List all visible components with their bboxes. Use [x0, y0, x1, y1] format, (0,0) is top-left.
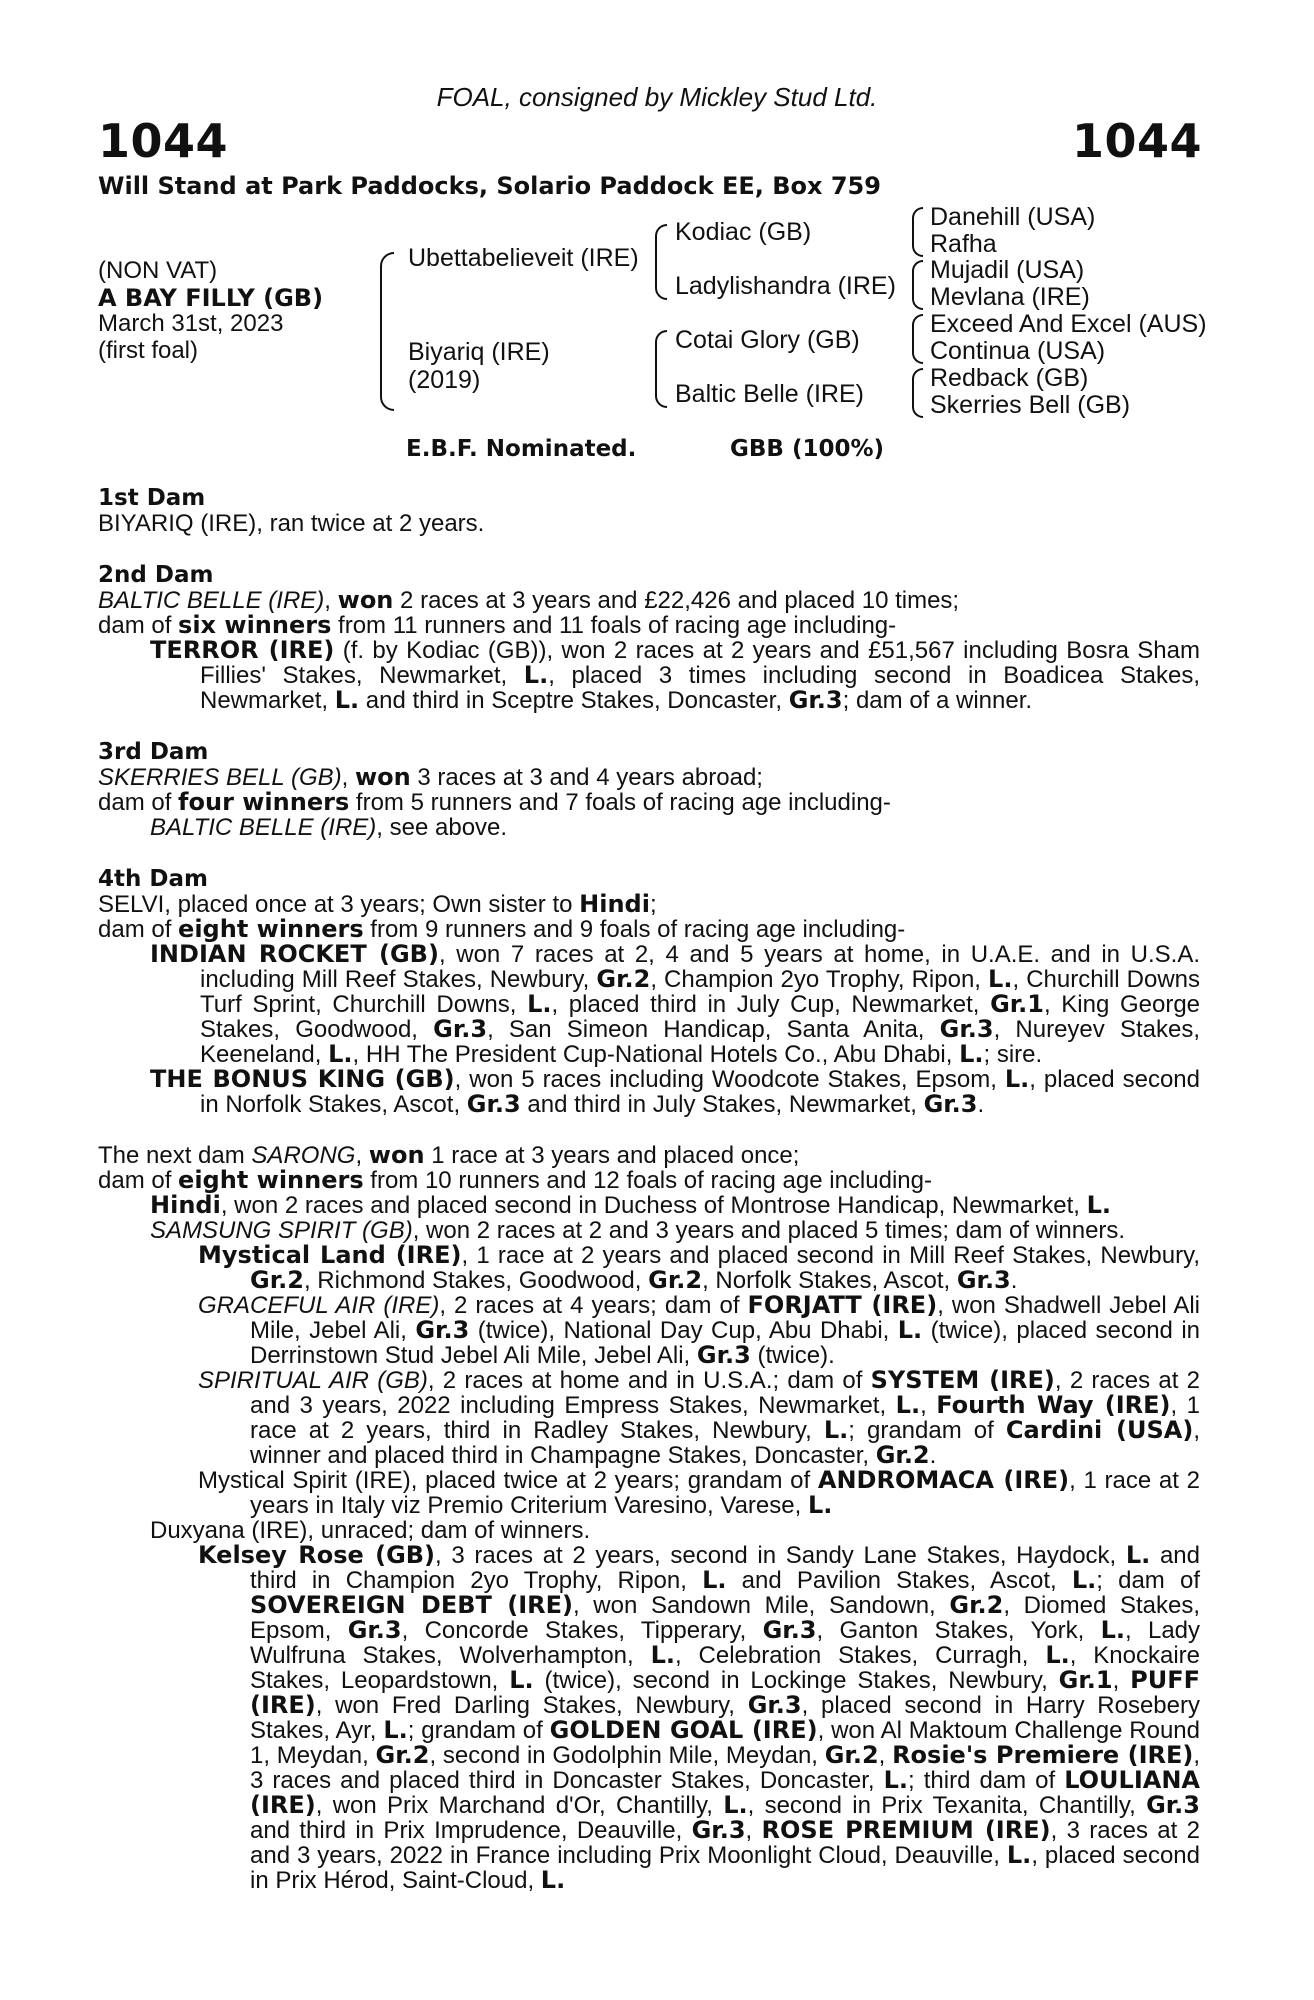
pedigree-brace-dam [655, 330, 667, 408]
produce-entry: THE BONUS KING (GB), won 5 races including Woodcote Stakes, Epsom, L., placed second in Norfolk Stakes, Ascot, Gr.3 and third in July Stakes, Newmarket, Gr.3. [150, 1065, 1200, 1118]
pedigree-sire-sire: Kodiac (GB) [675, 218, 812, 246]
produce-entry: GRACEFUL AIR (IRE), 2 races at 4 years; dam of FORJATT (IRE), won Shadwell Jebel Ali Mile, Jebel Ali, Gr.3 (twice), National Day Cup, Abu Dhabi, L. (twice), placed second in Derrinstown Stud Jebel Ali Mile, Jebel Ali, Gr.3 (twice). [198, 1291, 1201, 1369]
vat-status: (NON VAT) [98, 257, 218, 284]
pedigree-dam-sire: Cotai Glory (GB) [675, 326, 860, 354]
produce-entry: Hindi, won 2 races and placed second in Duchess of Montrose Handicap, Newmarket, L. [150, 1191, 1112, 1219]
consignor-line: FOAL, consigned by Mickley Stud Ltd. [436, 82, 878, 112]
lot-number-left: 1044 [98, 114, 229, 168]
gbb-status: GBB (100%) [730, 436, 885, 462]
produce-entry: Kelsey Rose (GB), 3 races at 2 years, second in Sandy Lane Stakes, Haydock, L. and third in Champion 2yo Trophy, Ripon, L. and Pavilion Stakes, Ascot, L.; dam of SOVEREIGN DEBT (IRE), won Sandown Mile, Sandown, Gr.2, Diomed Stakes, Epsom, Gr.3, Concorde Stakes, Tipperary, Gr.3, Ganton Stakes, York, L., Lady Wulfruna Stakes, Wolverhampton, L., Celebration Stakes, Curragh, L., Knockaire Stakes, Leopardstown, L. (twice), second in Lockinge Stakes, Newbury, Gr.1, PUFF (IRE), won Fred Darling Stakes, Newbury, Gr.3, placed second in Harry Rosebery Stakes, Ayr, L.; grandam of GOLDEN GOAL (IRE), won Al Maktoum Challenge Round 1, Meydan, Gr.2, second in Godolphin Mile, Meydan, Gr.2, Rosie's Premiere (IRE), 3 races and placed third in Doncaster Stakes, Doncaster, L.; third dam of LOULIANA (IRE), won Prix Marchand d'Or, Chantilly, L., second in Prix Texanita, Chantilly, Gr.3 and third in Prix Imprudence, Deauville, Gr.3, ROSE PREMIUM (IRE), 3 races at 2 and 3 years, 2022 in France including Prix Moonlight Cloud, Deauville, L., placed second in Prix Hérod, Saint-Cloud, L. [198, 1541, 1201, 1894]
pedigree-dam: Biyariq (IRE) [408, 338, 550, 366]
pedigree-sss: Danehill (USA) [930, 203, 1096, 231]
second-dam-section [98, 563, 1200, 713]
first-dam-title: 1st Dam [98, 485, 206, 511]
second-dam-produce: dam of six winners from 11 runners and 11 foals of racing age including- [98, 611, 897, 639]
pedigree-brace-main [380, 252, 394, 411]
horse-note: (first foal) [98, 337, 199, 364]
pedigree-sds: Mujadil (USA) [930, 256, 1085, 284]
stand-location: Will Stand at Park Paddocks, Solario Paddock EE, Box 759 [98, 172, 881, 200]
produce-entry: INDIAN ROCKET (GB), won 7 races at 2, 4 and 5 years at home, in U.A.E. and in U.S.A. including Mill Reef Stakes, Newbury, Gr.2, Champion 2yo Trophy, Ripon, L., Churchill Downs Turf Sprint, Churchill Downs, L., placed third in July Cup, Newmarket, Gr.1, King George Stakes, Goodwood, Gr.3, San Simeon Handicap, Santa Anita, Gr.3, Nureyev Stakes, Keeneland, L., HH The President Cup-National Hotels Co., Abu Dhabi, L.; sire. [150, 940, 1201, 1068]
horse-dob: March 31st, 2023 [98, 310, 284, 337]
second-dam-title: 2nd Dam [98, 562, 214, 588]
pedigree-brace-1 [912, 207, 923, 257]
third-dam-section [98, 740, 1200, 840]
produce-entry: Mystical Land (IRE), 1 race at 2 years and placed second in Mill Reef Stakes, Newbury, Gr.2, Richmond Stakes, Goodwood, Gr.2, Norfolk Stakes, Ascot, Gr.3. [198, 1241, 1200, 1294]
pedigree-ssd: Rafha [930, 230, 997, 258]
next-dam-section [98, 1143, 1200, 1893]
first-dam-text: BIYARIQ (IRE), ran twice at 2 years. [98, 510, 485, 537]
fourth-dam-produce: dam of eight winners from 9 runners and 9 foals of racing age including- [98, 915, 906, 943]
ebf-nominated: E.B.F. Nominated. [406, 436, 637, 462]
next-dam-produce: dam of eight winners from 10 runners and 12 foals of racing age including- [98, 1166, 932, 1194]
produce-entry: SPIRITUAL AIR (GB), 2 races at home and in U.S.A.; dam of SYSTEM (IRE), 2 races at 2 and 3 years, 2022 including Empress Stakes, Newmarket, L., Fourth Way (IRE), 1 race at 2 years, third in Radley Stakes, Newbury, L.; grandam of Cardini (USA), winner and placed third in Champagne Stakes, Doncaster, Gr.2. [198, 1366, 1201, 1469]
pedigree-sdd: Mevlana (IRE) [930, 283, 1090, 311]
pedigree-brace-4 [912, 368, 923, 418]
fourth-dam-title: 4th Dam [98, 866, 208, 892]
produce-entry: BALTIC BELLE (IRE), see above. [150, 814, 508, 841]
third-dam-text: SKERRIES BELL (GB), won 3 races at 3 and 4 years abroad; [98, 763, 763, 791]
fourth-dam-text: SELVI, placed once at 3 years; Own sister to Hindi; [98, 890, 657, 918]
pedigree-ddd: Skerries Bell (GB) [930, 391, 1131, 419]
fourth-dam-section [98, 867, 1200, 1117]
pedigree-brace-sire [655, 224, 667, 300]
pedigree-dam-dam: Baltic Belle (IRE) [675, 380, 864, 408]
pedigree-brace-3 [912, 314, 923, 364]
second-dam-text: BALTIC BELLE (IRE), won 2 races at 3 years and £22,426 and placed 10 times; [98, 586, 960, 614]
produce-entry: SAMSUNG SPIRIT (GB), won 2 races at 2 and 3 years and placed 5 times; dam of winners. [150, 1217, 1126, 1244]
pedigree-dsd: Continua (USA) [930, 337, 1106, 365]
pedigree-sire-dam: Ladylishandra (IRE) [675, 272, 896, 300]
third-dam-title: 3rd Dam [98, 739, 209, 765]
first-dam-section [98, 486, 1200, 536]
produce-entry: Duxyana (IRE), unraced; dam of winners. [150, 1517, 591, 1544]
pedigree-dss: Exceed And Excel (AUS) [930, 310, 1207, 338]
next-dam-text: The next dam SARONG, won 1 race at 3 years and placed once; [98, 1141, 800, 1169]
produce-entry: Mystical Spirit (IRE), placed twice at 2 years; grandam of ANDROMACA (IRE), 1 race at 2 years in Italy viz Premio Criterium Varesino, Varese, L. [198, 1466, 1200, 1519]
third-dam-produce: dam of four winners from 5 runners and 7 foals of racing age including- [98, 788, 891, 816]
produce-entry: TERROR (IRE) (f. by Kodiac (GB)), won 2 races at 2 years and £51,567 including Bosra Sham Fillies' Stakes, Newmarket, L., placed 3 times including second in Boadicea Stakes, Newmarket, L. and third in Sceptre Stakes, Doncaster, Gr.3; dam of a winner. [150, 636, 1200, 714]
lot-number-right: 1044 [1071, 114, 1202, 168]
pedigree-dds: Redback (GB) [930, 364, 1089, 392]
pedigree-sire: Ubettabelieveit (IRE) [408, 244, 639, 272]
pedigree-dam-year: (2019) [408, 366, 481, 394]
horse-name: A BAY FILLY (GB) [98, 284, 324, 312]
pedigree-brace-2 [912, 260, 923, 310]
